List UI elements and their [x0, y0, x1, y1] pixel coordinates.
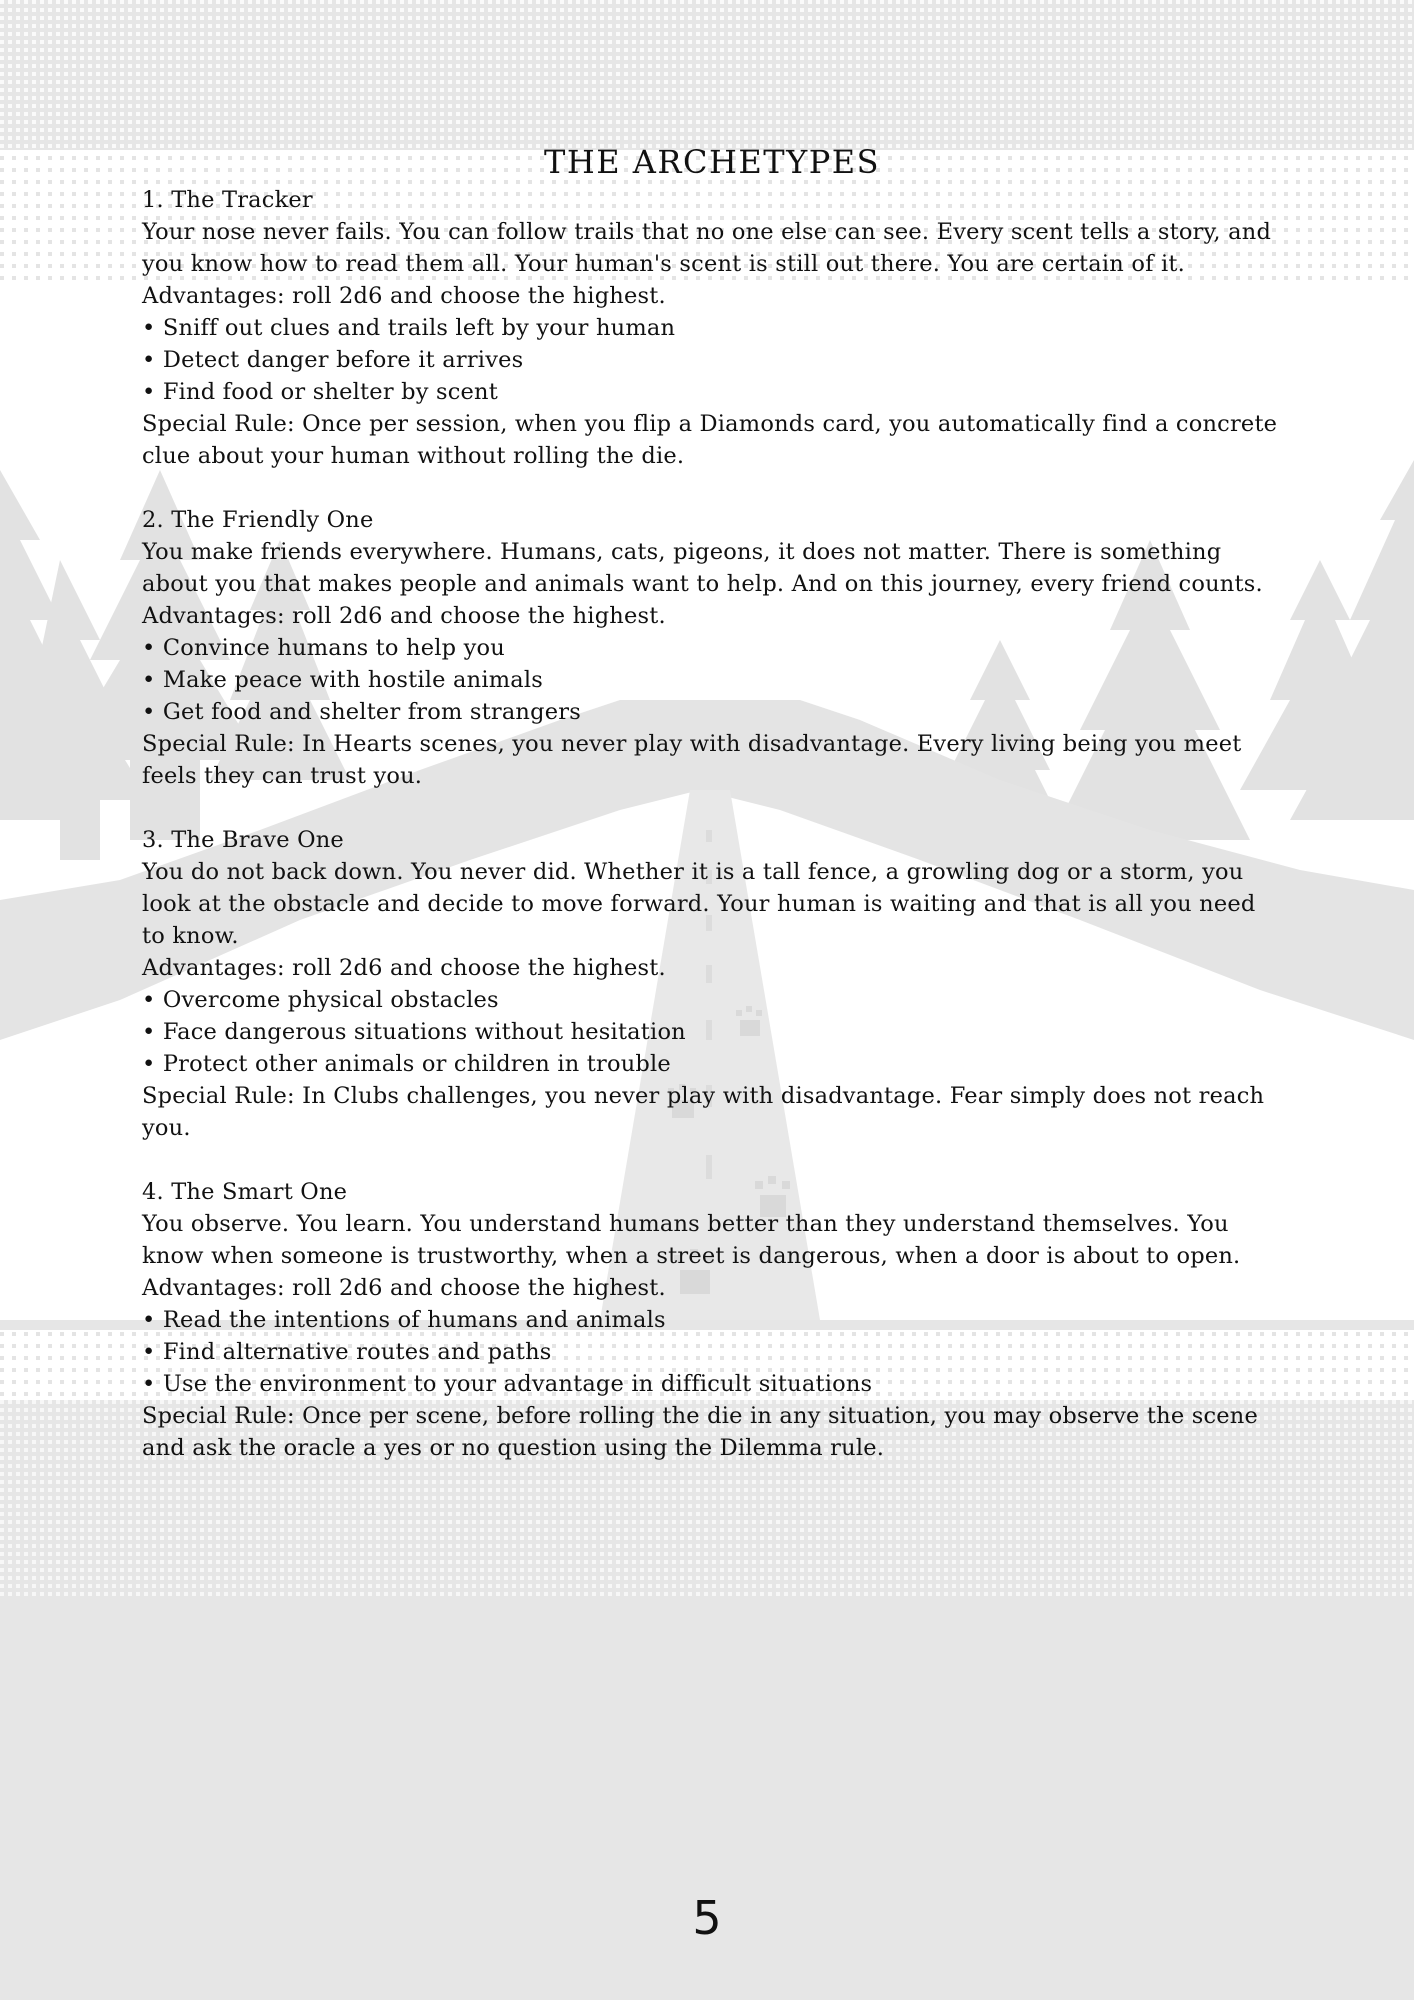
advantage-bullet: • Find alternative routes and paths — [142, 1336, 1282, 1368]
page-number: 5 — [692, 1891, 722, 1945]
archetype-advantages: Advantages: roll 2d6 and choose the highest. — [142, 603, 666, 629]
advantage-bullet: • Use the environment to your advantage in difficult situations — [142, 1368, 1282, 1400]
advantage-bullet: • Find food or shelter by scent — [142, 376, 1282, 408]
advantage-bullet: • Protect other animals or children in trouble — [142, 1048, 1282, 1080]
archetype-heading: 4. The Smart One — [142, 1179, 348, 1205]
archetype-advantages: Advantages: roll 2d6 and choose the highest. — [142, 283, 666, 309]
archetype-description: Your nose never fails. You can follow trails that no one else can see. Every scent tells a story, and you know how to read them all. Your human's scent is still out there. You are certain of it. — [142, 219, 1272, 277]
archetype-brave-one — [142, 824, 1282, 1144]
archetype-special-rule: Special Rule: In Hearts scenes, you never play with disadvantage. Every living being you meet feels they can trust you. — [142, 731, 1242, 789]
advantage-bullet: • Read the intentions of humans and animals — [142, 1304, 1282, 1336]
advantage-bullet: • Detect danger before it arrives — [142, 344, 1282, 376]
advantage-bullet: • Convince humans to help you — [142, 632, 1282, 664]
archetype-advantages: Advantages: roll 2d6 and choose the highest. — [142, 1275, 666, 1301]
page-title: THE ARCHETYPES — [543, 143, 880, 181]
archetype-heading: 3. The Brave One — [142, 827, 344, 853]
archetype-advantages: Advantages: roll 2d6 and choose the highest. — [142, 955, 666, 981]
archetype-description: You make friends everywhere. Humans, cats, pigeons, it does not matter. There is something about you that makes people and animals want to help. And on this journey, every friend counts. — [142, 539, 1263, 597]
archetype-smart-one — [142, 1176, 1282, 1464]
advantage-bullet: • Overcome physical obstacles — [142, 984, 1282, 1016]
archetype-description: You observe. You learn. You understand humans better than they understand themselves. You know when someone is trustworthy, when a street is dangerous, when a door is about to open. — [142, 1211, 1241, 1269]
advantage-bullet: • Make peace with hostile animals — [142, 664, 1282, 696]
archetype-tracker — [142, 184, 1282, 472]
advantage-bullet: • Sniff out clues and trails left by your human — [142, 312, 1282, 344]
archetype-friendly-one — [142, 504, 1282, 792]
archetype-special-rule: Special Rule: Once per scene, before rolling the die in any situation, you may observe the scene and ask the oracle a yes or no question using the Dilemma rule. — [142, 1403, 1258, 1461]
advantage-bullet: • Face dangerous situations without hesitation — [142, 1016, 1282, 1048]
archetype-special-rule: Special Rule: In Clubs challenges, you never play with disadvantage. Fear simply does not reach you. — [142, 1083, 1265, 1141]
archetype-special-rule: Special Rule: Once per session, when you flip a Diamonds card, you automatically find a concrete clue about your human without rolling the die. — [142, 411, 1278, 469]
archetype-heading: 1. The Tracker — [142, 187, 313, 213]
advantage-bullet: • Get food and shelter from strangers — [142, 696, 1282, 728]
page-content — [142, 140, 1282, 1496]
archetype-description: You do not back down. You never did. Whether it is a tall fence, a growling dog or a storm, you look at the obstacle and decide to move forward. Your human is waiting and that is all you need to know. — [142, 859, 1256, 949]
archetype-heading: 2. The Friendly One — [142, 507, 374, 533]
